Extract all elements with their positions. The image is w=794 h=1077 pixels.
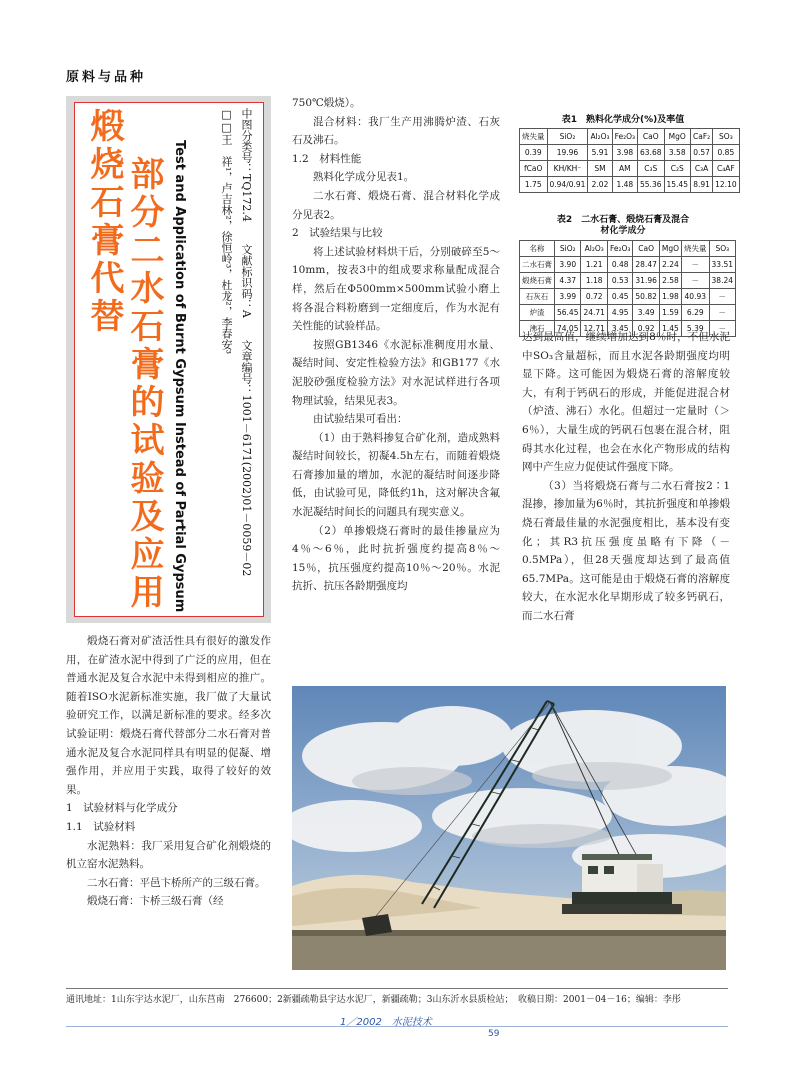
paragraph: （3）当将煅烧石膏与二水石膏按2∶1混掺，掺加量为6％时，其抗折强度和单掺煅烧石膏最佳量的水泥强度相比，基本没有变化；其R3抗压强度虽略有下降（－0.5MPa），但28天强度却达到了最高值65.7MPa。这可能是由于煅烧石膏的溶解度较大，在水泥水化早期形成了较多钙矾石，而二水石膏 bbox=[522, 479, 730, 622]
paragraph: 熟料化学成分见表1。 bbox=[313, 171, 415, 184]
table-1 bbox=[519, 112, 737, 193]
table-cell: 0.57 bbox=[690, 145, 712, 161]
paragraph: （2）单掺煅烧石膏时的最佳掺量应为4％～6％，此时抗折强度约提高8％～15％，抗压强度约提高10％～20％。水泥抗折、抗压各龄期强度均 bbox=[292, 524, 500, 593]
table-cell: 5.39 bbox=[682, 321, 710, 337]
table-cell: C₃A bbox=[690, 161, 712, 177]
paragraph: 二水石膏、煅烧石膏、混合材料化学成分见表2。 bbox=[292, 189, 500, 221]
table-cell: 烧失量 bbox=[682, 241, 710, 257]
table-cell: 1.21 bbox=[581, 257, 607, 273]
table-cell: － bbox=[709, 289, 735, 305]
table-header-row bbox=[520, 241, 736, 257]
table-cell: AM bbox=[612, 161, 637, 177]
table-row bbox=[520, 289, 736, 305]
paragraph: 二水石膏：平邑卞桥所产的三级石膏。 bbox=[87, 876, 266, 889]
table-cell: MgO bbox=[659, 241, 681, 257]
table-cell: 沸石 bbox=[520, 321, 555, 337]
table-row bbox=[520, 273, 736, 289]
table-cell: C₂S bbox=[664, 161, 690, 177]
dragline-excavator-photo bbox=[292, 686, 726, 970]
table-cell: Fe₂O₃ bbox=[607, 241, 632, 257]
column-1 bbox=[66, 632, 271, 911]
table-cell: 74.05 bbox=[555, 321, 581, 337]
table-cell: CaF₂ bbox=[690, 129, 712, 145]
table-cell: SO₃ bbox=[713, 129, 739, 145]
table-cell: 1.18 bbox=[581, 273, 607, 289]
paragraph: 水泥熟料：我厂采用复合矿化剂煅烧的机立窑水泥熟料。 bbox=[66, 839, 271, 871]
table-cell: C₄AF bbox=[713, 161, 739, 177]
title-line-2: 部分二水石膏的试验及应用 bbox=[124, 156, 164, 612]
paragraph: 煅烧石膏：卞桥三级石膏（经 bbox=[87, 895, 224, 908]
author-line: □□王 祥¹，卢吉林²，徐恒岭³，杜龙²，李春安³ bbox=[220, 108, 233, 355]
section-header: 原料与品种 bbox=[66, 70, 147, 85]
table-cell: Fe₂O₃ bbox=[612, 129, 637, 145]
table-cell: － bbox=[709, 305, 735, 321]
table-cell: 50.82 bbox=[633, 289, 659, 305]
table-cell: 8.91 bbox=[690, 177, 712, 193]
table-row bbox=[520, 129, 740, 145]
table-row bbox=[520, 257, 736, 273]
table-cell: 0.85 bbox=[713, 145, 739, 161]
paragraph: （1）由于熟料掺复合矿化剂，造成熟料凝结时间较长，初凝4.5h左右，而随着煅烧石膏掺加量的增加，水泥的凝结时间逐步降低，由试验可见，降低约1h，这对解决含氟水泥凝结时间长的问题具有现实意义。 bbox=[292, 431, 500, 519]
table-cell: fCaO bbox=[520, 161, 548, 177]
section-heading: 1 试验材料与化学成分 bbox=[66, 802, 178, 815]
table-cell: 0.53 bbox=[607, 273, 632, 289]
paragraph: 由试验结果可看出： bbox=[313, 413, 408, 426]
table-cell: 3.98 bbox=[612, 145, 637, 161]
table-cell: 3.99 bbox=[555, 289, 581, 305]
table-cell: SO₃ bbox=[709, 241, 735, 257]
table-cell: 1.98 bbox=[659, 289, 681, 305]
table-cell: 0.39 bbox=[520, 145, 548, 161]
table-row bbox=[520, 305, 736, 321]
table-cell: 0.48 bbox=[607, 257, 632, 273]
table-cell: 1.59 bbox=[659, 305, 681, 321]
table-cell: － bbox=[682, 257, 710, 273]
paragraph: 达到最高值，继续增加达到8％时，不但水泥中SO₃含量超标，而且水泥各龄期强度均明显下降。这可能因为煅烧石膏的溶解度较大，有利于钙矾石的形成，并能促进混合材（炉渣、沸石）水化。但超过一定量时（＞6％），大量生成的钙矾石包裹在混合材，阻碍其水化过程，也会在水化产物形成的结构网中产生应力促使试件强度下降。 bbox=[522, 331, 730, 474]
footer-divider bbox=[66, 988, 728, 989]
footer-note: 通讯地址：1山东宇达水泥厂，山东莒南 276600；2新疆疏勒县宇达水泥厂，新疆疏勒；3山东沂水县质检站； 收稿日期：2001－04－16；编辑：李彤 bbox=[66, 995, 681, 1005]
table-cell: 4.37 bbox=[555, 273, 581, 289]
table-cell: 0.94/0.91 bbox=[547, 177, 588, 193]
table-cell: 12.10 bbox=[713, 177, 739, 193]
table-cell: SiO₂ bbox=[555, 241, 581, 257]
table-cell: 31.96 bbox=[633, 273, 659, 289]
article-meta bbox=[218, 108, 254, 576]
table-cell: CaO bbox=[633, 241, 659, 257]
table-cell: Al₂O₃ bbox=[588, 129, 612, 145]
table-row bbox=[520, 161, 740, 177]
table-cell: 煅烧石膏 bbox=[520, 273, 555, 289]
table-cell: 55.36 bbox=[638, 177, 664, 193]
table-cell: 名称 bbox=[520, 241, 555, 257]
section-heading: 1.1 试验材料 bbox=[66, 820, 136, 833]
english-title: Test and Application of Burnt Gypsum Instead of Partial Gypsum bbox=[172, 140, 187, 613]
table-cell: 40.93 bbox=[682, 289, 710, 305]
table-cell: 0.92 bbox=[633, 321, 659, 337]
table-cell: 4.95 bbox=[607, 305, 632, 321]
table-cell: 1.45 bbox=[659, 321, 681, 337]
table-cell: 3.49 bbox=[633, 305, 659, 321]
table-cell: SM bbox=[588, 161, 612, 177]
table-cell: 33.51 bbox=[709, 257, 735, 273]
table-cell: 0.45 bbox=[607, 289, 632, 305]
page-number: 59 bbox=[488, 1029, 500, 1039]
table-cell: 1.75 bbox=[520, 177, 548, 193]
table-cell: 6.29 bbox=[682, 305, 710, 321]
table-cell: 3.45 bbox=[607, 321, 632, 337]
table-cell: 1.48 bbox=[612, 177, 637, 193]
column-3 bbox=[522, 328, 730, 626]
table-cell: 2.02 bbox=[588, 177, 612, 193]
table-cell: 5.91 bbox=[588, 145, 612, 161]
table-2 bbox=[519, 215, 734, 337]
table-cell: 二水石膏 bbox=[520, 257, 555, 273]
table-2-caption: 表2 二水石膏、煅烧石膏及混合材化学成分 bbox=[556, 215, 690, 236]
paragraph: 将上述试验材料烘干后，分别破碎至5～10mm，按表3中的组成要求称量配成混合样，然后在Φ500mm×500mm试验小磨上将各混合料粉磨到一定细度后，作为水泥有关性能的试验样品。 bbox=[292, 245, 500, 333]
table-cell: 24.71 bbox=[581, 305, 607, 321]
table-cell: 12.71 bbox=[581, 321, 607, 337]
table-cell: 烧失量 bbox=[520, 129, 548, 145]
table-cell: C₃S bbox=[638, 161, 664, 177]
table-cell: MgO bbox=[664, 129, 690, 145]
table-cell: 38.24 bbox=[709, 273, 735, 289]
table-cell: 2.58 bbox=[659, 273, 681, 289]
table-cell: 28.47 bbox=[633, 257, 659, 273]
table-row bbox=[520, 145, 740, 161]
table-1-caption: 表1 熟料化学成分(%)及率值 bbox=[561, 115, 685, 125]
table-cell: 63.68 bbox=[638, 145, 664, 161]
table-cell: － bbox=[682, 273, 710, 289]
table-cell: 56.45 bbox=[555, 305, 581, 321]
title-line-1: 煅烧石膏代替 bbox=[84, 108, 124, 336]
table-cell: KH/KH⁻ bbox=[547, 161, 588, 177]
table-cell: 3.58 bbox=[664, 145, 690, 161]
table-cell: 炉渣 bbox=[520, 305, 555, 321]
section-heading: 2 试验结果与比较 bbox=[292, 227, 383, 240]
table-cell: Al₂O₃ bbox=[581, 241, 607, 257]
column-2 bbox=[292, 94, 500, 596]
table-cell: 0.72 bbox=[581, 289, 607, 305]
paragraph: 混合材料：我厂生产用沸腾炉渣、石灰石及沸石。 bbox=[292, 115, 500, 147]
paragraph: 煅烧石膏对矿渣活性具有很好的激发作用，在矿渣水泥中得到了广泛的应用，但在普通水泥及复合水泥中未得到相应的推广。随着ISO水泥新标准实施，我厂做了大量试验研究工作，以满足新标准的要求。经多次试验证明：煅烧石膏代替部分二水石膏对普通水泥及复合水泥同样具有明显的促凝、增强作用，并应用于实践，取得了较好的效果。 bbox=[66, 635, 271, 796]
table-cell: SiO₂ bbox=[547, 129, 588, 145]
classification-line: 中图分类号：TQ172.4 文献标识码：A 文章编号：1001－6171(2002)01－0059－02 bbox=[240, 108, 253, 577]
paragraph: 按照GB1346《水泥标准稠度用水量、凝结时间、安定性检验方法》和GB177《水泥胶砂强度检验方法》对水泥试样进行各项物理试验，结果见表3。 bbox=[292, 338, 500, 407]
table-cell: － bbox=[709, 321, 735, 337]
table-cell: 石灰石 bbox=[520, 289, 555, 305]
table-cell: 15.45 bbox=[664, 177, 690, 193]
journal-name: 1／2002 水泥技术 bbox=[340, 1017, 432, 1028]
table-cell: 2.24 bbox=[659, 257, 681, 273]
table-cell: 3.90 bbox=[555, 257, 581, 273]
paragraph: 750℃煅烧）。 bbox=[292, 97, 361, 109]
table-cell: CaO bbox=[638, 129, 664, 145]
table-row bbox=[520, 177, 740, 193]
table-cell: 19.96 bbox=[547, 145, 588, 161]
section-heading: 1.2 材料性能 bbox=[292, 152, 362, 165]
